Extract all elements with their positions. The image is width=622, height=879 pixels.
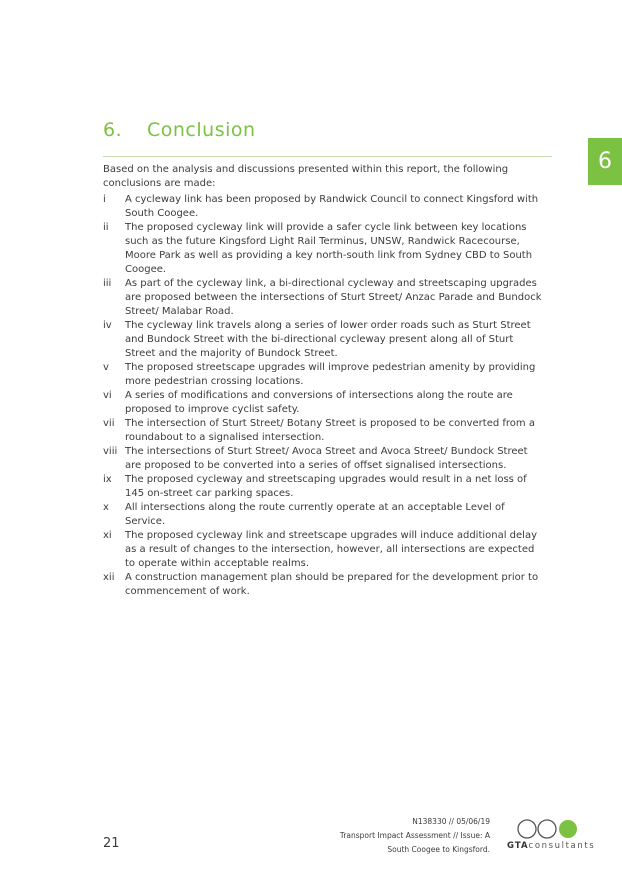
footer-document: Transport Impact Assessment // Issue: A [339,831,490,840]
list-marker: iii [103,278,112,289]
list-marker: ii [103,222,109,233]
list-marker: iv [103,320,112,331]
list-item [103,319,543,361]
list-marker: i [103,194,106,205]
section-title: Conclusion [147,119,256,141]
list-text: The cycleway link travels along a series of lower order roads such as Sturt Street and Bundock Street with the bi-directional cycleway present along all of Sturt Street and the majority of Bundock Street. [125,320,531,359]
conclusion-list [103,193,543,599]
list-text: All intersections along the route currently operate at an acceptable Level of Service. [125,502,505,527]
list-text: The intersection of Sturt Street/ Botany Street is proposed to be converted from a roundabout to a signalised intersection. [125,418,535,443]
list-item [103,501,543,529]
list-marker: xi [103,530,112,541]
heading-divider [103,156,552,157]
footer-reference: N138330 // 05/06/19 [412,817,490,826]
logo-text-bold: GTA [507,841,529,851]
page-number: 21 [103,836,120,851]
list-marker: x [103,502,109,513]
list-text: The proposed cycleway link will provide a safer cycle link between key locations such as the future Kingsford Light Rail Terminus, UNSW, Randwick Racecourse, Moore Park as well as providing a key north-south link from Sydney CBD to South Coogee. [125,222,533,275]
list-marker: xii [103,572,115,583]
list-text: The intersections of Sturt Street/ Avoca Street and Avoca Street/ Bundock Street are proposed to be converted into a series of offset signalised intersections. [125,446,528,471]
list-item [103,277,543,319]
section-number: 6. [103,119,123,141]
list-item [103,221,543,277]
list-marker: v [103,362,109,373]
section-heading [103,119,256,141]
list-marker: vi [103,390,112,401]
list-item [103,529,543,571]
list-text: A series of modifications and conversions of intersections along the route are proposed to improve cyclist safety. [125,390,513,415]
list-text: The proposed cycleway and streetscaping upgrades would result in a net loss of 145 on-street car parking spaces. [125,474,527,499]
list-item [103,473,543,501]
intro-paragraph: Based on the analysis and discussions presented within this report, the following conclusions are made: [103,164,509,189]
list-text: A cycleway link has been proposed by Randwick Council to connect Kingsford with South Coogee. [125,194,539,219]
logo-wordmark [507,841,595,851]
list-marker: vii [103,418,115,429]
list-marker: viii [103,446,118,457]
list-item [103,445,543,473]
section-tab[interactable]: 6 [588,138,622,185]
logo-text: consultants [528,841,596,851]
list-text: The proposed cycleway link and streetscape upgrades will induce additional delay as a result of changes to the intersection, however, all intersections are expected to operate within acceptable realms. [125,530,538,569]
list-text: The proposed streetscape upgrades will improve pedestrian amenity by providing more pedestrian crossing locations. [125,362,536,387]
list-marker: ix [103,474,112,485]
list-item [103,361,543,389]
list-item [103,417,543,445]
footer-project: South Coogee to Kingsford. [387,845,490,854]
list-item [103,571,543,599]
list-item [103,389,543,417]
list-text: A construction management plan should be prepared for the development prior to commencement of work. [125,572,539,597]
list-item [103,193,543,221]
list-text: As part of the cycleway link, a bi-directional cycleway and streetscaping upgrades are proposed between the intersections of Sturt Street/ Anzac Parade and Bundock Street/ Malabar Road. [125,278,542,317]
footer-meta [270,815,490,857]
